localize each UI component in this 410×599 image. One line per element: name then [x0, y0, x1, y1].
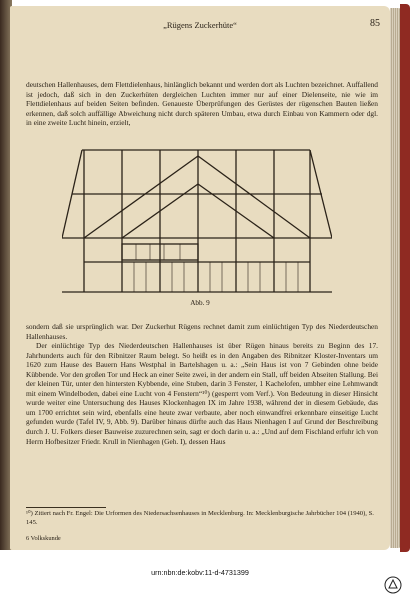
printer-signature: 6 Volkskunde	[26, 535, 61, 542]
body-text-bottom	[26, 322, 378, 446]
book-page	[10, 6, 390, 550]
page-number: 85	[370, 18, 380, 29]
footnote-rule	[26, 507, 106, 508]
body-text-top	[26, 80, 378, 128]
paragraph-continued: sondern daß sie ursprünglich war. Der Zuckerhut Rügens rechnet damit zum einlüchtigen Typ des Niederdeutschen Hallenhauses.	[26, 322, 378, 341]
book-cover-edge	[400, 4, 410, 552]
figure-caption: Abb. 9	[190, 299, 210, 307]
paragraph-main: Der einlüchtige Typ des Niederdeutschen Hallenhauses ist über Rügen hinaus bereits zu Beginn des 17. Jahrhunderts auch für den Ribnitzer Raum belegt. So heißt es in den Angaben des Ribnitzer Kloster-Inventars um 1620 zum Hause des Bauern Hans Westphal in Bartelshagen u. a.: „Sein Haus ist von 7 Gebinden ohne beide Kübbende. Vor den großen Tor und Heck an einer Seite zwei, in der andern ein Stall, uff beiden Abseiten Stallung. Bei der kleinen Tür, unter den hintersten Kybbende, eine Stuben, darin 3 Fenster, 1 Kachelofen, umbher eine Lehmwandt mit einem Windelboden, dabei eine Lucht von 4 Fenstern“¹⁰) (gesperrt vom Verf.). Von Bedeutung in dieser Hinsicht wurde weiter eine Untersuchung des Hauses Klockenhagen IX im Jahre 1938, während der in diesem Gebäude, das um 1700 errichtet sein wird, ebenfalls eine heute zwar verbaute, aber noch einwandfrei erkennbare einseitige Lucht gefunden wurde (Tafel IV, 9, Abb. 9). Darüber hinaus dürfte auch das Haus Nienhagen I auf Grund der Beschreibung durch J. U. Folkers dieser Bauweise zuzurechnen sein, sagt er doch darin u. a.: „Und auf dem Fischland erfuhr ich von Herrn Hofbesitzer Friedr. Krull in Nienhagen (Geh. I), dessen Haus	[26, 341, 378, 446]
running-title: „Rügens Zuckerhüte“	[163, 20, 237, 30]
library-logo-icon	[384, 576, 402, 594]
footnote: ¹⁰) Zitiert nach Fr. Engel: Die Urformen des Niedersachsenhauses in Mecklenburg. In: Mecklenburgische Jahrbücher 104 (1940), S. 145.	[26, 510, 374, 526]
house-framework-drawing	[62, 144, 332, 304]
paragraph-top: deutschen Hallenhauses, dem Flettdielenhaus, hinlänglich bekannt und werden dort als Luchten bezeichnet. Auffallend ist jedoch, daß sich in den Zuckerhüten dergleichen Luchten immer nur auf einer Dielenseite, nie wie im Flettdielenhaus auf beiden Seiten befinden. Genaueste Überprüfungen des Gerüstes der rügenschen Bauten ließen erkennen, daß solch auffällige Abweichung nicht durch späteren Umbau, etwa durch Einbau von Kammern oder dgl. in eine zweite Lucht hinein, erzielt,	[26, 80, 378, 128]
urn-footer: urn:nbn:de:kobv:11-d-4731399	[151, 568, 249, 577]
